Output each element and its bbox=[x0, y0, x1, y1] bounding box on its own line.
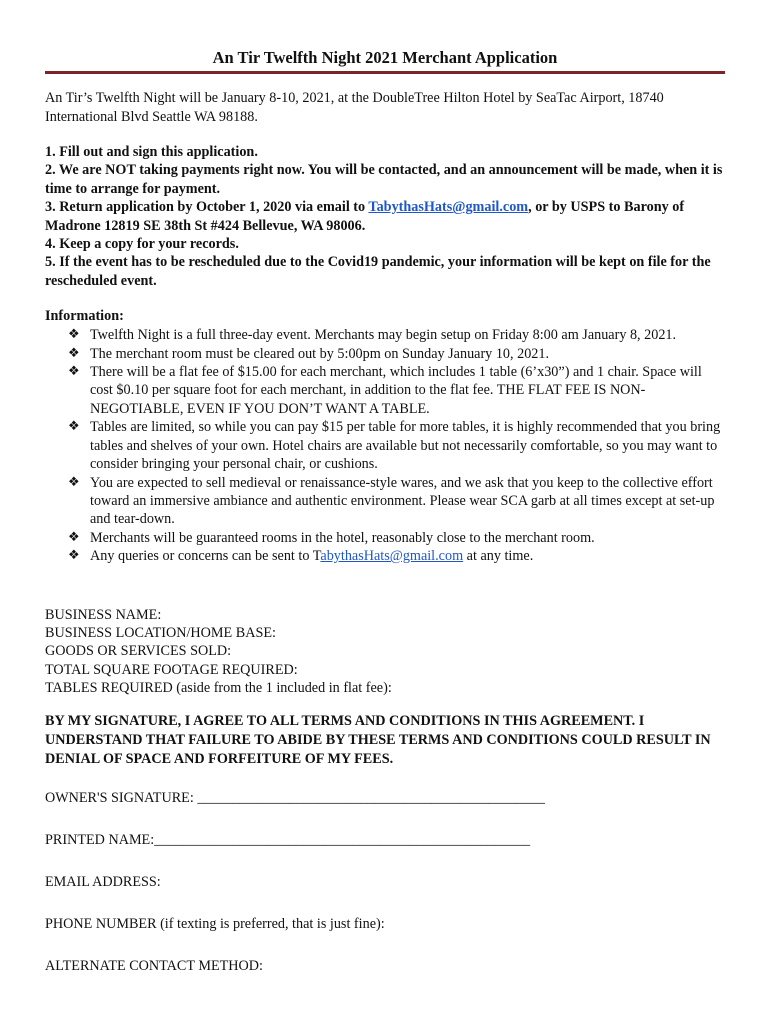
step-1: 1. Fill out and sign this application. bbox=[45, 144, 258, 160]
step-2: 2. We are NOT taking payments right now. You will be contacted, and an announcement will be made, when it is time to arrange for payment. bbox=[45, 162, 723, 197]
email-link[interactable]: TabythasHats@gmail.com bbox=[368, 199, 529, 216]
info-item bbox=[68, 345, 725, 363]
goods-services-label: GOODS OR SERVICES SOLD: bbox=[45, 643, 232, 660]
bullet-icon: ❖ bbox=[68, 548, 80, 564]
info-text: Merchants will be guaranteed rooms in the hotel, reasonably close to the merchant room. bbox=[90, 529, 595, 546]
tables-required-label: TABLES REQUIRED (aside from the 1 included in flat fee): bbox=[45, 680, 392, 697]
step-3-text: 3. Return application by October 1, 2020 via email to bbox=[45, 199, 369, 216]
alternate-contact-field: ALTERNATE CONTACT METHOD: bbox=[45, 957, 263, 974]
square-footage-label: TOTAL SQUARE FOOTAGE REQUIRED: bbox=[45, 661, 298, 678]
document-title: An Tir Twelfth Night 2021 Merchant Application bbox=[212, 48, 558, 67]
info-text: Twelfth Night is a full three-day event. Merchants may begin setup on Friday 8:00 am January 8, 2021. bbox=[90, 327, 677, 344]
title-rule bbox=[45, 71, 725, 74]
info-item bbox=[68, 529, 725, 547]
business-name-label: BUSINESS NAME: bbox=[45, 606, 162, 623]
email-address-field: EMAIL ADDRESS: bbox=[45, 873, 161, 890]
printed-name-field: PRINTED NAME:_____________________________________________________ bbox=[45, 831, 531, 848]
info-item bbox=[68, 547, 725, 565]
bullet-icon: ❖ bbox=[68, 364, 80, 380]
info-text: The merchant room must be cleared out by 5:00pm on Sunday January 10, 2021. bbox=[90, 345, 550, 362]
step-3 bbox=[45, 198, 725, 235]
bullet-icon: ❖ bbox=[68, 529, 80, 545]
step-4: 4. Keep a copy for your records. bbox=[45, 236, 239, 253]
info-text: at any time. bbox=[463, 548, 534, 565]
information-heading: Information: bbox=[45, 308, 124, 325]
bullet-icon: ❖ bbox=[68, 474, 80, 490]
step-5: 5. If the event has to be rescheduled due to the Covid19 pandemic, your information will be kept on file for the rescheduled event. bbox=[45, 254, 711, 289]
info-text: Any queries or concerns can be sent to T bbox=[90, 548, 321, 565]
intro-paragraph: An Tir’s Twelfth Night will be January 8-10, 2021, at the DoubleTree Hilton Hotel by SeaTac Airport, 18740 International Blvd Seattle WA 98188. bbox=[45, 90, 664, 125]
contact-email-link[interactable]: abythasHats@gmail.com bbox=[320, 548, 464, 565]
info-item bbox=[68, 474, 725, 529]
bullet-icon: ❖ bbox=[68, 327, 80, 343]
information-list bbox=[45, 326, 725, 565]
info-item bbox=[68, 326, 725, 344]
business-location-label: BUSINESS LOCATION/HOME BASE: bbox=[45, 624, 276, 641]
info-text: You are expected to sell medieval or renaissance-style wares, and we ask that you keep to the collective effort toward an immersive ambiance and authentic environment. Please wear SCA garb at all times except at set-up and tear-down. bbox=[90, 474, 715, 528]
bullet-icon: ❖ bbox=[68, 345, 80, 361]
info-text: Tables are limited, so while you can pay $15 per table for more tables, it is highly recommended that you bring tables and shelves of your own. Hotel chairs are available but not necessarily comfortable, so you may want to consider bringing your personal chair, or cushions. bbox=[90, 419, 721, 473]
step-3-address: , or by USPS to Barony of Madrone 12819 SE 38th St #424 Bellevue, WA 98006. bbox=[45, 199, 685, 234]
business-fields bbox=[45, 606, 725, 698]
bullet-icon: ❖ bbox=[68, 419, 80, 435]
info-item bbox=[68, 363, 725, 418]
owner-signature-field: OWNER'S SIGNATURE: _________________________________________________ bbox=[45, 789, 545, 806]
info-item bbox=[68, 418, 725, 473]
phone-number-field: PHONE NUMBER (if texting is preferred, that is just fine): bbox=[45, 915, 385, 932]
document-page bbox=[45, 46, 725, 975]
instructions-list bbox=[45, 143, 725, 290]
agreement-statement: BY MY SIGNATURE, I AGREE TO ALL TERMS AND CONDITIONS IN THIS AGREEMENT. I UNDERSTAND THAT FAILURE TO ABIDE BY THESE TERMS AND CONDITIONS COULD RESULT IN DENIAL OF SPACE AND FORFEITURE OF MY FEES. bbox=[45, 712, 711, 767]
info-text: There will be a flat fee of $15.00 for each merchant, which includes 1 table (6’x30”) and 1 chair. Space will cost $0.10 per square foot for each merchant, in addition to the flat fee. THE FLAT FEE IS NON-NEGOTIABLE, EVEN IF YOU DON’T WANT A TABLE. bbox=[90, 364, 702, 417]
